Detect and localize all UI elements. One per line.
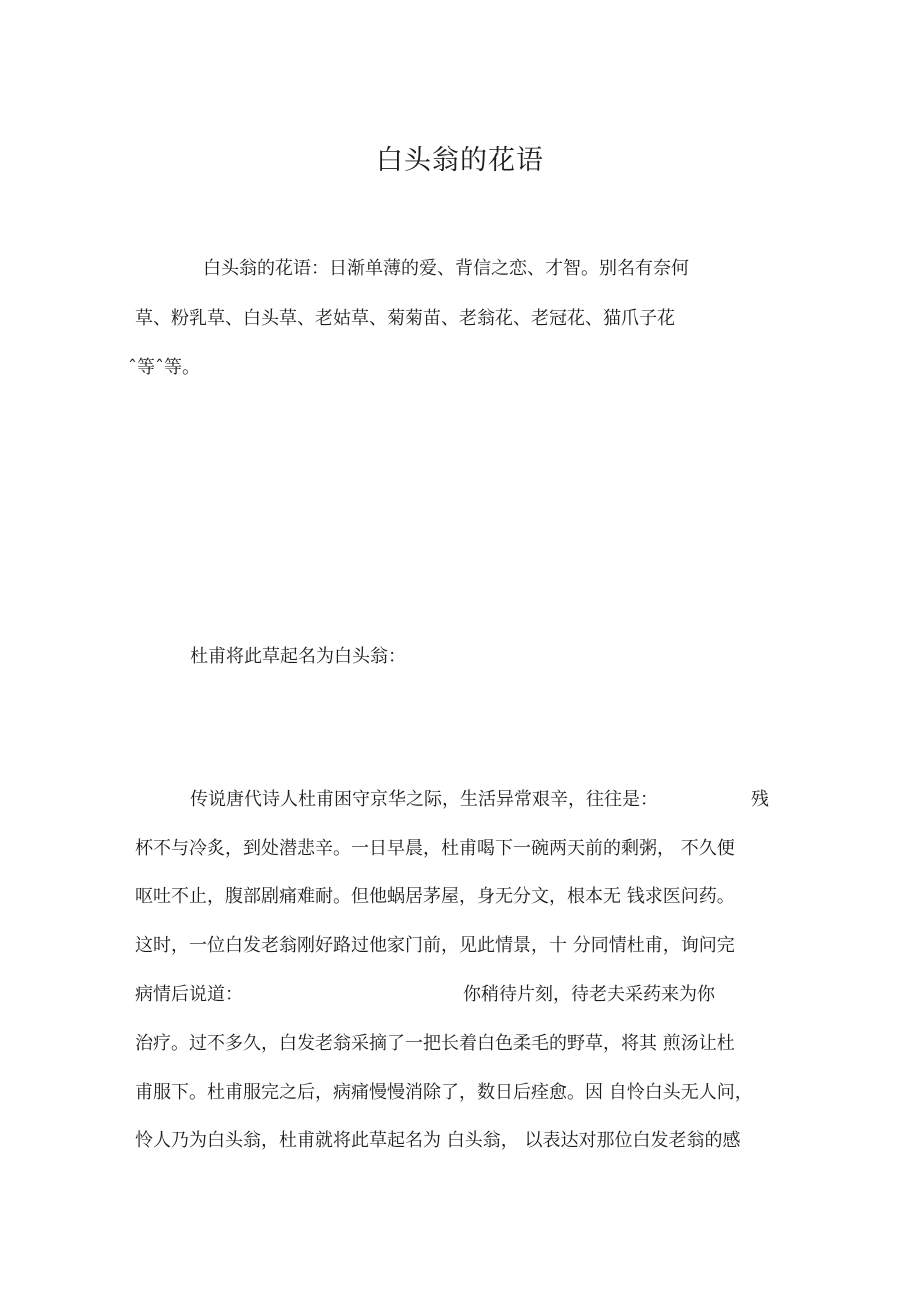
- paragraph2-line-6: 治疗。过不多久，白发老翁采摘了一把长着白色柔毛的野草，将其 煎汤让杜: [135, 1033, 735, 1054]
- paragraph2-line-2: 杯不与冷炙，到处潜悲辛。一日早晨，杜甫喝下一碗两天前的剩粥， 不久便: [135, 838, 735, 859]
- paragraph1-line-2: 草、粉乳草、白头草、老姑草、菊菊苗、老翁花、老冠花、猫爪子花: [135, 308, 675, 329]
- paragraph2-line-1a: 传说唐代诗人杜甫困守京华之际，生活异常艰辛，往往是：: [190, 789, 658, 810]
- paragraph2-line-3: 呕吐不止，腹部剧痛难耐。但他蜗居茅屋，身无分文，根本无 钱求医问药。: [135, 886, 735, 907]
- paragraph2-line-5a: 病情后说道：: [135, 984, 243, 1005]
- paragraph1-line-3: ˆ等ˆ等。: [128, 357, 200, 378]
- document-title: 白头翁的花语: [376, 145, 544, 176]
- paragraph1-line-1: 白头翁的花语：日渐单薄的爱、背信之恋、才智。别名有奈何: [203, 258, 689, 279]
- paragraph2-line-8: 怜人乃为白头翁，杜甫就将此草起名为 白头翁， 以表达对那位白发老翁的感: [135, 1130, 741, 1151]
- section-heading: 杜甫将此草起名为白头翁：: [190, 646, 406, 667]
- paragraph2-line-4: 这时，一位白发老翁刚好路过他家门前，见此情景，十 分同情杜甫，询问完: [135, 935, 735, 956]
- paragraph2-line-7: 甫服下。杜甫服完之后，病痛慢慢消除了，数日后痊愈。因 自怜白头无人问，: [135, 1082, 753, 1103]
- paragraph2-line-5b: 你稍待片刻，待老夫采药来为你: [463, 984, 715, 1005]
- paragraph2-line-1b: 残: [751, 789, 769, 810]
